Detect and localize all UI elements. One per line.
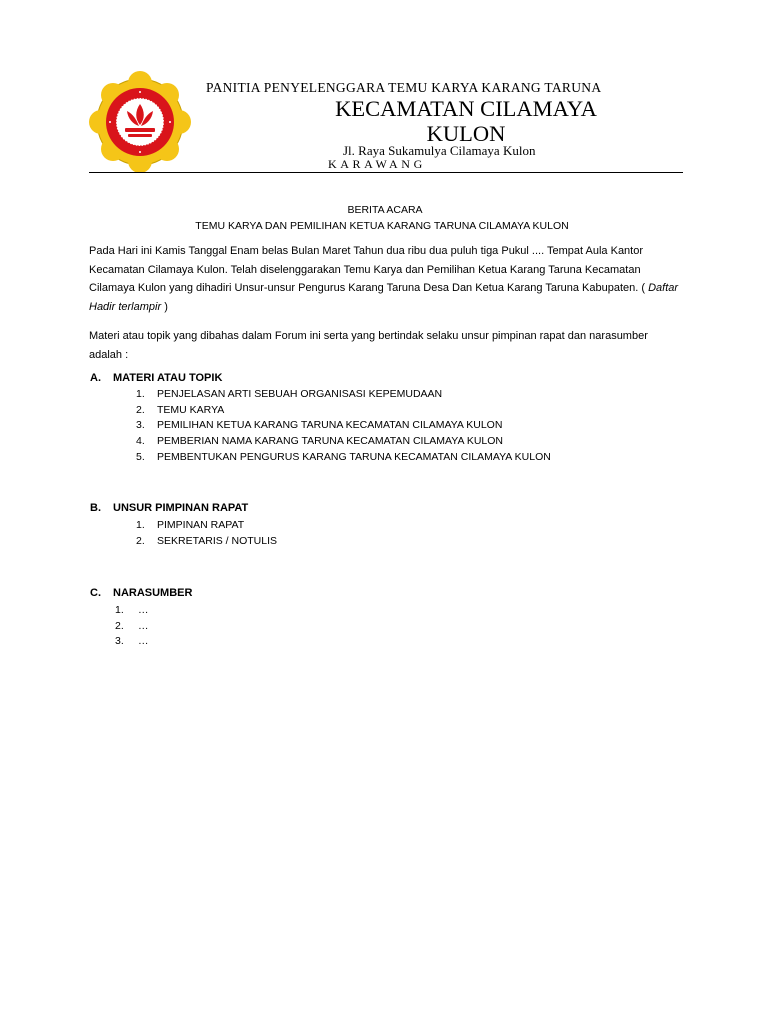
attendance-note: Daftar Hadir terlampir — [89, 282, 679, 314]
section-b-letter: B. — [90, 502, 101, 514]
list-item-number: 1. — [136, 388, 145, 400]
document-subtitle: TEMU KARYA DAN PEMILIHAN KETUA KARANG TARUNA CILAMAYA KULON — [195, 220, 569, 232]
list-item-text: … — [138, 635, 149, 648]
section-a-title: MATERI ATAU TOPIK — [113, 372, 223, 384]
list-item — [136, 450, 551, 466]
list-item-text: PEMBENTUKAN PENGURUS KARANG TARUNA KECAMATAN CILAMAYA KULON — [157, 450, 551, 463]
list-item — [115, 634, 149, 650]
list-item-number: 2. — [136, 534, 145, 547]
list-item-text: … — [138, 619, 149, 632]
list-item-text: PEMBERIAN NAMA KARANG TARUNA KECAMATAN CILAMAYA KULON — [157, 435, 503, 448]
list-item-text: PENJELASAN ARTI SEBUAH ORGANISASI KEPEMUDAAN — [157, 388, 443, 400]
letterhead-title-line1: KECAMATAN CILAMAYA — [335, 96, 597, 121]
list-item — [136, 518, 277, 534]
karang-taruna-logo — [89, 71, 191, 173]
list-item-text: TEMU KARYA — [157, 403, 225, 416]
opening-paragraph — [89, 242, 683, 317]
list-item-number: 1. — [115, 604, 124, 616]
list-item-number: 1. — [136, 519, 145, 531]
letterhead-title-line2: KULON — [426, 121, 506, 146]
section-b-heading — [90, 502, 248, 514]
section-a-heading — [90, 372, 222, 384]
list-item-number: 2. — [136, 403, 145, 416]
list-item — [136, 434, 551, 450]
list-item — [115, 619, 149, 635]
list-item — [136, 534, 277, 550]
section-c-list — [115, 603, 149, 650]
document-title: BERITA ACARA — [347, 204, 423, 216]
intro-paragraph: Materi atau topik yang dibahas dalam Forum ini serta yang bertindak selaku unsur pimpinan rapat dan narasumber adalah : — [89, 330, 648, 361]
list-item — [136, 403, 551, 419]
list-item-text: SEKRETARIS / NOTULIS — [157, 534, 277, 547]
letterhead-title — [306, 96, 626, 146]
letterhead-committee: PANITIA PENYELENGGARA TEMU KARYA KARANG TARUNA — [206, 80, 602, 95]
letterhead-city: KARAWANG — [328, 157, 426, 171]
list-item — [136, 418, 551, 434]
list-item-text: PIMPINAN RAPAT — [157, 519, 245, 531]
list-item-number: 3. — [136, 419, 145, 432]
list-item — [115, 603, 149, 619]
section-a-list — [136, 387, 551, 465]
list-item-text: PEMILIHAN KETUA KARANG TARUNA KECAMATAN CILAMAYA KULON — [157, 419, 503, 432]
section-a-letter: A. — [90, 372, 101, 384]
section-b-title: UNSUR PIMPINAN RAPAT — [113, 502, 249, 514]
section-c-heading — [90, 587, 192, 599]
section-c-title: NARASUMBER — [113, 587, 193, 599]
section-b-list — [136, 518, 277, 549]
letterhead-divider — [89, 172, 683, 173]
list-item-number: 2. — [115, 619, 124, 632]
list-item-number: 4. — [136, 435, 145, 448]
list-item — [136, 387, 551, 403]
opening-close: ) — [161, 301, 168, 314]
list-item-number: 5. — [136, 450, 145, 463]
list-item-text: … — [138, 604, 149, 616]
section-c-letter: C. — [90, 587, 101, 599]
document-heading — [0, 202, 768, 234]
list-item-number: 3. — [115, 635, 124, 648]
opening-text: Pada Hari ini Kamis Tanggal Enam belas Bulan Maret Tahun dua ribu dua puluh tiga Pukul .... Tempat Aula Kantor Kecamatan Cilamaya Kulon. Telah diselenggarakan Temu Karya dan Pemilihan Ketua Karang Taruna Kecamatan Cilamaya Kulon yang dihadiri Unsur-unsur Pengurus Karang Taruna Desa Dan Ketua Karang Taruna Kabupaten. ( — [89, 245, 649, 295]
letterhead-address: Jl. Raya Sukamulya Cilamaya Kulon — [343, 143, 536, 158]
